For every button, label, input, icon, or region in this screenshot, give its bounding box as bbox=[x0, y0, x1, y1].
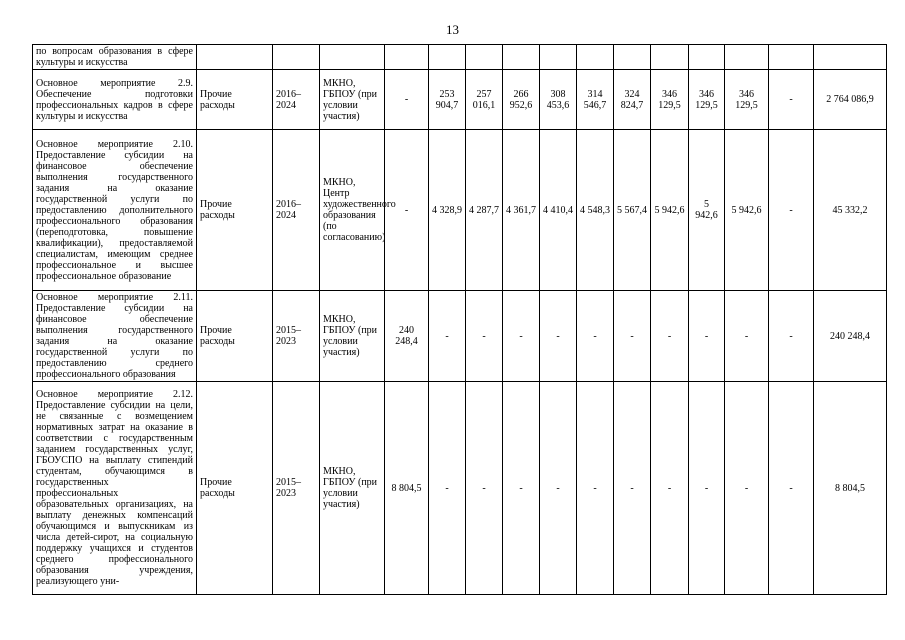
value-cell: - bbox=[503, 382, 540, 595]
activity-name-cell: Основное мероприятие 2.9. Обеспечение подготовки профессиональных кадров в сфере культуры и искусства bbox=[33, 70, 197, 130]
value-cell bbox=[651, 45, 689, 70]
value-cell: 5 942,6 bbox=[689, 130, 725, 291]
value-cell: - bbox=[614, 382, 651, 595]
value-cell bbox=[689, 45, 725, 70]
funding-source-cell: Прочие расходы bbox=[197, 70, 273, 130]
value-cell bbox=[466, 45, 503, 70]
value-cell: 240 248,4 bbox=[814, 291, 887, 382]
value-cell: 5 942,6 bbox=[651, 130, 689, 291]
value-cell bbox=[725, 45, 769, 70]
value-cell: 5 942,6 bbox=[725, 130, 769, 291]
value-cell bbox=[577, 45, 614, 70]
value-cell: - bbox=[577, 291, 614, 382]
value-cell: - bbox=[385, 130, 429, 291]
value-cell: - bbox=[769, 70, 814, 130]
value-cell: 4 328,9 bbox=[429, 130, 466, 291]
value-cell: 45 332,2 bbox=[814, 130, 887, 291]
value-cell: 4 410,4 bbox=[540, 130, 577, 291]
value-cell bbox=[614, 45, 651, 70]
value-cell: - bbox=[540, 291, 577, 382]
period-cell bbox=[273, 45, 320, 70]
funding-source-cell: Прочие расходы bbox=[197, 130, 273, 291]
funding-source-cell bbox=[197, 45, 273, 70]
value-cell: - bbox=[466, 291, 503, 382]
value-cell: - bbox=[689, 291, 725, 382]
value-cell bbox=[503, 45, 540, 70]
value-cell: 257 016,1 bbox=[466, 70, 503, 130]
value-cell: 5 567,4 bbox=[614, 130, 651, 291]
value-cell: 4 548,3 bbox=[577, 130, 614, 291]
budget-table bbox=[32, 44, 887, 595]
period-cell: 2016–2024 bbox=[273, 130, 320, 291]
value-cell: 346 129,5 bbox=[725, 70, 769, 130]
value-cell: - bbox=[769, 382, 814, 595]
funding-source-cell: Прочие расходы bbox=[197, 291, 273, 382]
executor-cell: МКНО, ГБПОУ (при условии участия) bbox=[320, 291, 385, 382]
table-row bbox=[33, 70, 887, 130]
table-row bbox=[33, 45, 887, 70]
value-cell: 8 804,5 bbox=[814, 382, 887, 595]
executor-cell bbox=[320, 45, 385, 70]
activity-name-cell: Основное мероприятие 2.12. Предоставление субсидии на цели, не связанные с возмещением нормативных затрат на оказание в соответствии с государственным заданием государственных услуг, ГБОУСПО на выплату стипендий студентам, обучающимся в государственных профессиональных образовательных организациях, на выплату денежных компенсаций обучающимся и выпускникам из числа детей-сирот, на социальную поддержку учащихся и студентов среднего профессионального образования учреждения, реализующего уни- bbox=[33, 382, 197, 595]
value-cell bbox=[429, 45, 466, 70]
value-cell: - bbox=[651, 291, 689, 382]
value-cell bbox=[385, 45, 429, 70]
value-cell: - bbox=[614, 291, 651, 382]
period-cell: 2016–2024 bbox=[273, 70, 320, 130]
funding-source-cell: Прочие расходы bbox=[197, 382, 273, 595]
value-cell: 253 904,7 bbox=[429, 70, 466, 130]
value-cell: 2 764 086,9 bbox=[814, 70, 887, 130]
activity-name-cell: по вопросам образования в сфере культуры и искусства bbox=[33, 45, 197, 70]
table-row bbox=[33, 291, 887, 382]
value-cell: - bbox=[540, 382, 577, 595]
table-body bbox=[33, 45, 887, 595]
value-cell: 240 248,4 bbox=[385, 291, 429, 382]
value-cell: - bbox=[429, 291, 466, 382]
value-cell: - bbox=[651, 382, 689, 595]
table-row bbox=[33, 130, 887, 291]
value-cell bbox=[769, 45, 814, 70]
activity-name-cell: Основное мероприятие 2.11. Предоставление субсидии на финансовое обеспечение выполнения государственного задания на оказание государственной услуги по предоставлению среднего профессионального образования bbox=[33, 291, 197, 382]
value-cell: - bbox=[769, 130, 814, 291]
value-cell: - bbox=[725, 382, 769, 595]
value-cell: 4 361,7 bbox=[503, 130, 540, 291]
value-cell bbox=[540, 45, 577, 70]
value-cell: - bbox=[577, 382, 614, 595]
value-cell: - bbox=[725, 291, 769, 382]
value-cell: 346 129,5 bbox=[651, 70, 689, 130]
value-cell: - bbox=[466, 382, 503, 595]
value-cell: 8 804,5 bbox=[385, 382, 429, 595]
executor-cell: МКНО, Центр художественного образования (по согласованию) bbox=[320, 130, 385, 291]
executor-cell: МКНО, ГБПОУ (при условии участия) bbox=[320, 382, 385, 595]
period-cell: 2015–2023 bbox=[273, 291, 320, 382]
period-cell: 2015–2023 bbox=[273, 382, 320, 595]
page-number: 13 bbox=[446, 22, 459, 37]
value-cell: 314 546,7 bbox=[577, 70, 614, 130]
value-cell bbox=[814, 45, 887, 70]
value-cell: - bbox=[503, 291, 540, 382]
value-cell: 4 287,7 bbox=[466, 130, 503, 291]
value-cell: 266 952,6 bbox=[503, 70, 540, 130]
value-cell: - bbox=[429, 382, 466, 595]
value-cell: - bbox=[769, 291, 814, 382]
value-cell: 346 129,5 bbox=[689, 70, 725, 130]
value-cell: 324 824,7 bbox=[614, 70, 651, 130]
activity-name-cell: Основное мероприятие 2.10. Предоставление субсидии на финансовое обеспечение выполнения государственного задания на оказание государственной услуги по предоставлению дополнительного профессионального образования (переподготовка, повышение квалификации), предоставляемой специалистам, имеющим среднее профессиональное и высшее профессиональное образование bbox=[33, 130, 197, 291]
value-cell: 308 453,6 bbox=[540, 70, 577, 130]
executor-cell: МКНО, ГБПОУ (при условии участия) bbox=[320, 70, 385, 130]
table-row bbox=[33, 382, 887, 595]
value-cell: - bbox=[385, 70, 429, 130]
value-cell: - bbox=[689, 382, 725, 595]
